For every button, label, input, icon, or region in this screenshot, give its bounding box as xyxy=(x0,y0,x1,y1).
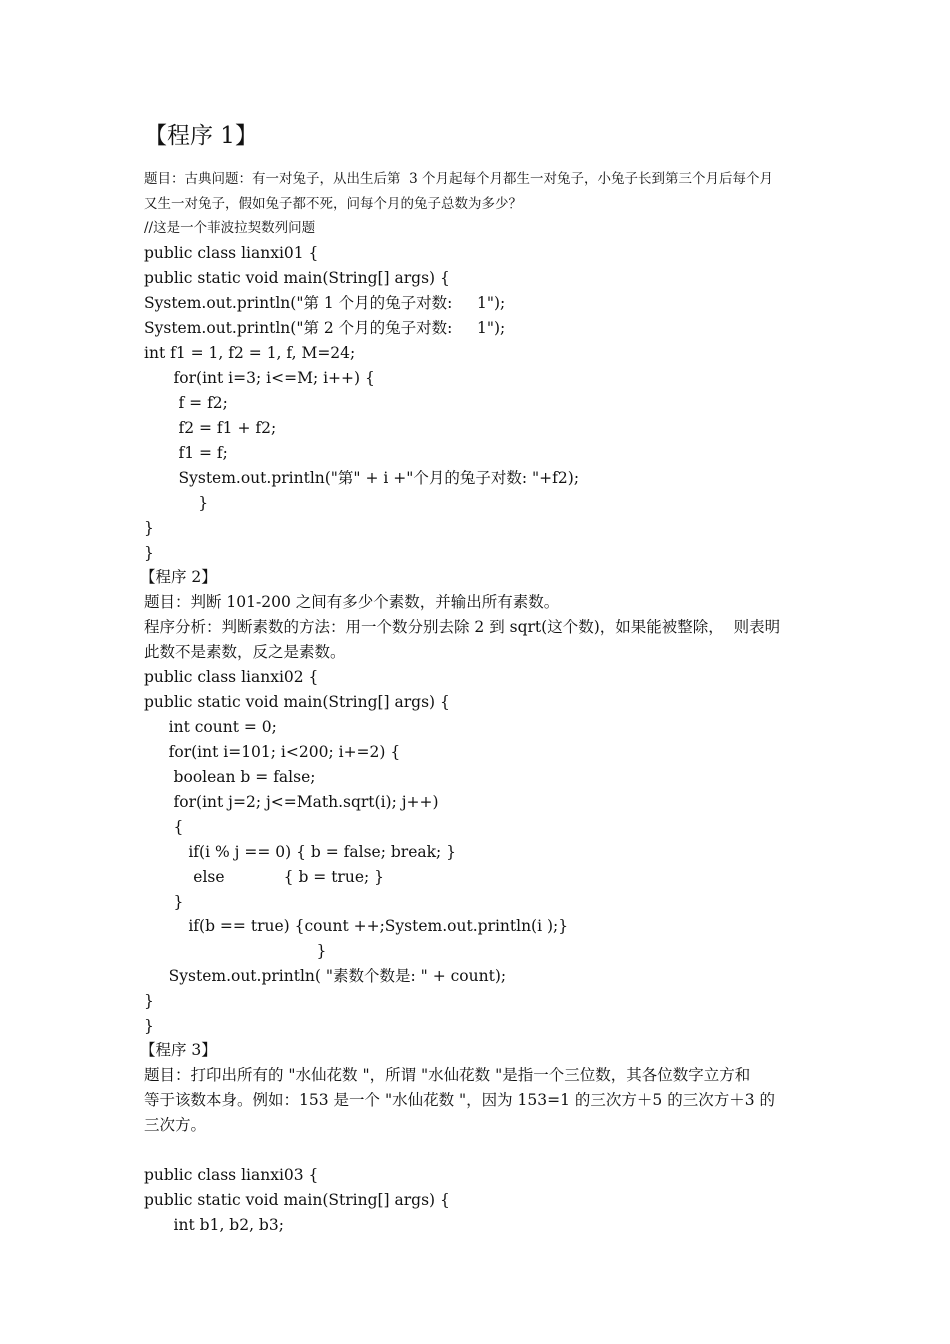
code-line: } xyxy=(144,494,209,512)
code-line: f1 = f; xyxy=(144,444,228,462)
program-2-analysis-line: 程序分析：判断素数的方法：用一个数分别去除 2 到 sqrt(这个数)，如果能被整除， 则表明 xyxy=(144,618,781,636)
code-line: f2 = f1 + f2; xyxy=(144,419,277,437)
code-line: if(b == true) {count ++;System.out.println(i );} xyxy=(144,917,569,935)
code-line: for(int i=101; i<200; i+=2) { xyxy=(144,743,401,761)
code-line: public static void main(String[] args) { xyxy=(144,1191,450,1209)
code-line: boolean b = false; xyxy=(144,768,316,786)
code-line: } xyxy=(144,1017,154,1035)
code-line: } xyxy=(144,544,154,562)
code-line: int f1 = 1, f2 = 1, f, M=24; xyxy=(144,344,356,362)
program-1-question-line: 题目：古典问题：有一对兔子，从出生后第 3 个月起每个月都生一对兔子，小兔子长到第三个月后每个月 xyxy=(144,171,773,187)
code-line: for(int j=2; j<=Math.sqrt(i); j++) xyxy=(144,793,439,811)
code-line: } xyxy=(144,942,327,960)
code-line: System.out.println("第" + i +"个月的兔子对数: "+f2); xyxy=(144,469,580,487)
code-line: public static void main(String[] args) { xyxy=(144,693,450,711)
code-line: public class lianxi01 { xyxy=(144,244,319,262)
code-line: } xyxy=(144,893,184,911)
code-line: f = f2; xyxy=(144,394,228,412)
code-line: } xyxy=(144,992,154,1010)
program-1-comment: //这是一个菲波拉契数列问题 xyxy=(144,220,316,236)
code-line: { xyxy=(144,818,184,836)
code-line: if(i % j == 0) { b = false; break; } xyxy=(144,843,457,861)
program-2-analysis-line: 此数不是素数，反之是素数。 xyxy=(144,643,346,661)
program-1-question-line: 又生一对兔子，假如兔子都不死，问每个月的兔子总数为多少？ xyxy=(144,196,522,212)
code-line: } xyxy=(144,519,154,537)
program-1-heading: 【程序 1】 xyxy=(144,123,258,149)
program-3-question-line: 三次方。 xyxy=(144,1116,207,1134)
program-2-heading: 【程序 2】 xyxy=(140,568,217,586)
code-line: public class lianxi03 { xyxy=(144,1166,319,1184)
code-line: int count = 0; xyxy=(144,718,277,736)
program-2-question: 题目：判断 101-200 之间有多少个素数，并输出所有素数。 xyxy=(144,593,560,611)
program-3-question-line: 等于该数本身。例如：153 是一个 "水仙花数 "，因为 153=1 的三次方＋5 的三次方＋3 的 xyxy=(144,1091,775,1109)
code-line: System.out.println("第 1 个月的兔子对数: 1"); xyxy=(144,294,506,312)
code-line: System.out.println("第 2 个月的兔子对数: 1"); xyxy=(144,319,506,337)
code-line: public static void main(String[] args) { xyxy=(144,269,450,287)
code-line: else { b = true; } xyxy=(144,868,385,886)
code-line: System.out.println( "素数个数是: " + count); xyxy=(144,967,507,985)
program-3-heading: 【程序 3】 xyxy=(140,1041,217,1059)
code-line: int b1, b2, b3; xyxy=(144,1216,284,1234)
code-line: for(int i=3; i<=M; i++) { xyxy=(144,369,375,387)
program-3-question-line: 题目：打印出所有的 "水仙花数 "，所谓 "水仙花数 "是指一个三位数，其各位数字立方和 xyxy=(144,1066,751,1084)
code-line: public class lianxi02 { xyxy=(144,668,319,686)
